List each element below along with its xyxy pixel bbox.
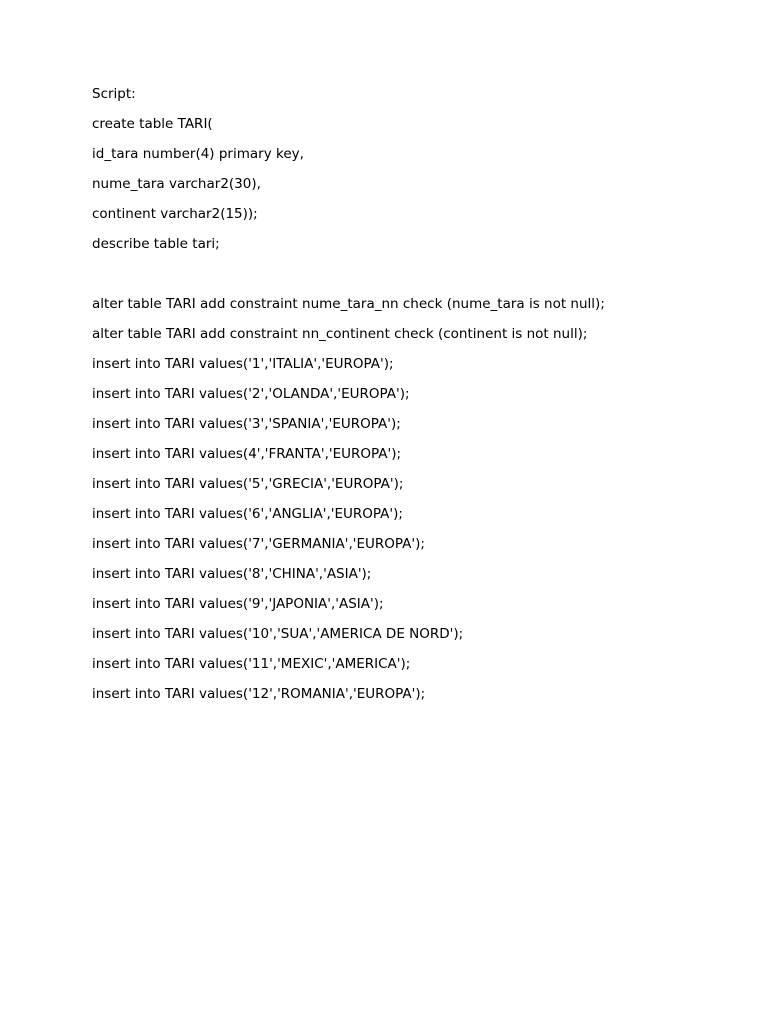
sql-line: continent varchar2(15)); (92, 206, 258, 222)
sql-line: insert into TARI values('9','JAPONIA','ASIA'); (92, 596, 384, 612)
script-text (92, 84, 605, 714)
sql-line: insert into TARI values('7','GERMANIA','EUROPA'); (92, 536, 425, 552)
sql-line: alter table TARI add constraint nn_continent check (continent is not null); (92, 326, 588, 342)
sql-line: create table TARI( (92, 116, 213, 132)
sql-line: insert into TARI values('6','ANGLIA','EUROPA'); (92, 506, 403, 522)
sql-line: nume_tara varchar2(30), (92, 176, 261, 192)
sql-line: alter table TARI add constraint nume_tara_nn check (nume_tara is not null); (92, 296, 605, 312)
sql-line: insert into TARI values('8','CHINA','ASIA'); (92, 566, 372, 582)
sql-line: insert into TARI values('5','GRECIA','EUROPA'); (92, 476, 404, 492)
script-heading: Script: (92, 86, 136, 102)
sql-line: insert into TARI values('12','ROMANIA','EUROPA'); (92, 686, 426, 702)
sql-line: insert into TARI values('1','ITALIA','EUROPA'); (92, 356, 394, 372)
sql-line: insert into TARI values(4','FRANTA','EUROPA'); (92, 446, 402, 462)
sql-line: id_tara number(4) primary key, (92, 146, 304, 162)
sql-line: insert into TARI values('2','OLANDA','EUROPA'); (92, 386, 410, 402)
blank-line (92, 264, 605, 294)
sql-line: insert into TARI values('3','SPANIA','EUROPA'); (92, 416, 401, 432)
sql-line: insert into TARI values('10','SUA','AMERICA DE NORD'); (92, 626, 464, 642)
sql-line: describe table tari; (92, 236, 220, 252)
sql-line: insert into TARI values('11','MEXIC','AMERICA'); (92, 656, 411, 672)
